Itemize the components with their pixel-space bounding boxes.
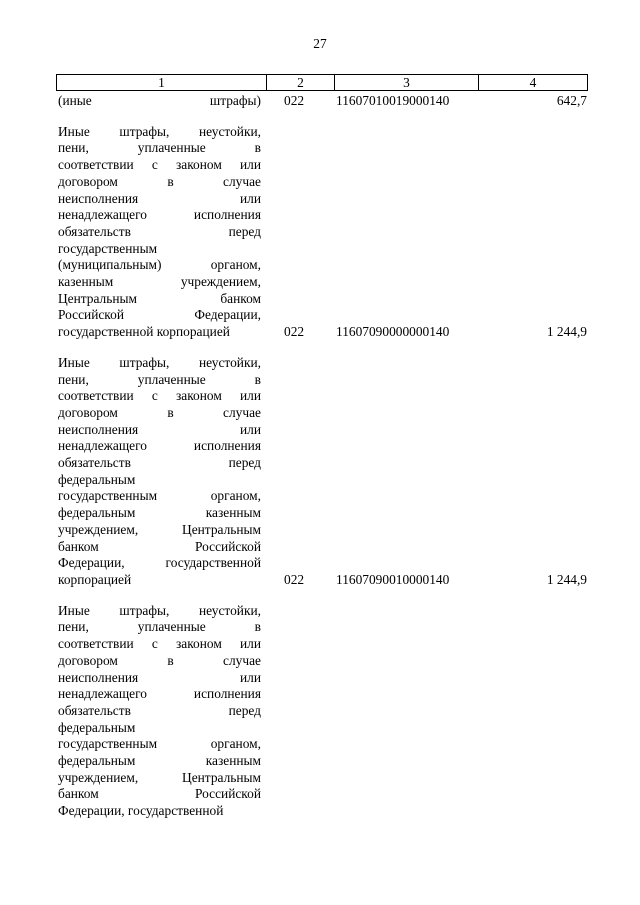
table-header xyxy=(56,74,588,91)
revenue-name-line: соответствии с законом или xyxy=(58,636,261,652)
kbk-code: 11607090000000140 xyxy=(336,324,450,340)
revenue-name-line: учреждением, Центральным xyxy=(58,521,261,537)
header-cell-1: 1 xyxy=(57,75,267,91)
revenue-name-line: корпорацией xyxy=(58,571,132,587)
amount: 1 244,9 xyxy=(546,571,587,587)
kbk-code: 11607010019000140 xyxy=(336,93,450,108)
revenue-name-line: казенным учреждением, xyxy=(58,274,261,290)
page-number: 27 xyxy=(313,36,327,51)
revenue-name-line: договором в случае xyxy=(58,652,261,668)
revenue-name-line: (иные штрафы) xyxy=(58,93,261,108)
table-row xyxy=(58,93,587,110)
revenue-name-line: Центральным банком xyxy=(58,290,261,306)
admin-code: 022 xyxy=(284,324,305,340)
revenue-name xyxy=(58,603,261,820)
admin-code: 022 xyxy=(284,571,305,587)
table-body xyxy=(58,93,587,820)
revenue-name-line: ненадлежащего исполнения xyxy=(58,207,261,223)
revenue-name-line: Федерации, государственной xyxy=(58,555,261,571)
revenue-name-line: обязательств перед xyxy=(58,455,261,471)
revenue-name-line: Иные штрафы, неустойки, xyxy=(58,602,261,618)
revenue-name-line: банком Российской xyxy=(58,538,261,554)
revenue-name-line: пени, уплаченные в xyxy=(58,371,261,387)
revenue-name-line: федеральным xyxy=(58,471,136,487)
revenue-name-line: Федерации, государственной xyxy=(58,803,224,819)
revenue-name-line: государственной корпорацией xyxy=(58,324,230,340)
table-row xyxy=(58,603,587,820)
header-cell-4: 4 xyxy=(479,75,588,91)
revenue-name-line: федеральным казенным xyxy=(58,505,261,521)
revenue-name-line: неисполнения или xyxy=(58,669,261,685)
revenue-name-line: учреждением, Центральным xyxy=(58,769,261,785)
revenue-name-line: государственным xyxy=(58,240,158,256)
revenue-name-line: пени, уплаченные в xyxy=(58,619,261,635)
table-row xyxy=(58,124,587,341)
revenue-name-line: государственным органом, xyxy=(58,488,261,504)
amount: 1 244,9 xyxy=(546,324,587,340)
revenue-name-line: ненадлежащего исполнения xyxy=(58,686,261,702)
revenue-name-line: Иные штрафы, неустойки, xyxy=(58,354,261,370)
revenue-name-line: пени, уплаченные в xyxy=(58,140,261,156)
revenue-name-line: неисполнения или xyxy=(58,190,261,206)
revenue-name-line: (муниципальным) органом, xyxy=(58,257,261,273)
revenue-name-line: соответствии с законом или xyxy=(58,157,261,173)
revenue-name-line: соответствии с законом или xyxy=(58,388,261,404)
revenue-name-line: Российской Федерации, xyxy=(58,307,261,323)
revenue-name xyxy=(58,124,261,341)
admin-code: 022 xyxy=(284,93,305,108)
revenue-name-line: обязательств перед xyxy=(58,223,261,239)
revenue-name-line: неисполнения или xyxy=(58,421,261,437)
revenue-name-line: договором в случае xyxy=(58,404,261,420)
table-row xyxy=(58,355,587,589)
revenue-name-line: банком Российской xyxy=(58,786,261,802)
revenue-name xyxy=(58,93,261,110)
revenue-name xyxy=(58,355,261,589)
header-cell-3: 3 xyxy=(335,75,479,91)
revenue-name-line: Иные штрафы, неустойки, xyxy=(58,123,261,139)
revenue-name-line: государственным органом, xyxy=(58,736,261,752)
header-cell-2: 2 xyxy=(267,75,335,91)
revenue-name-line: обязательств перед xyxy=(58,702,261,718)
revenue-name-line: договором в случае xyxy=(58,173,261,189)
revenue-name-line: федеральным xyxy=(58,719,136,735)
revenue-name-line: ненадлежащего исполнения xyxy=(58,438,261,454)
kbk-code: 11607090010000140 xyxy=(336,571,450,587)
revenue-name-line: федеральным казенным xyxy=(58,753,261,769)
amount: 642,7 xyxy=(556,93,587,108)
